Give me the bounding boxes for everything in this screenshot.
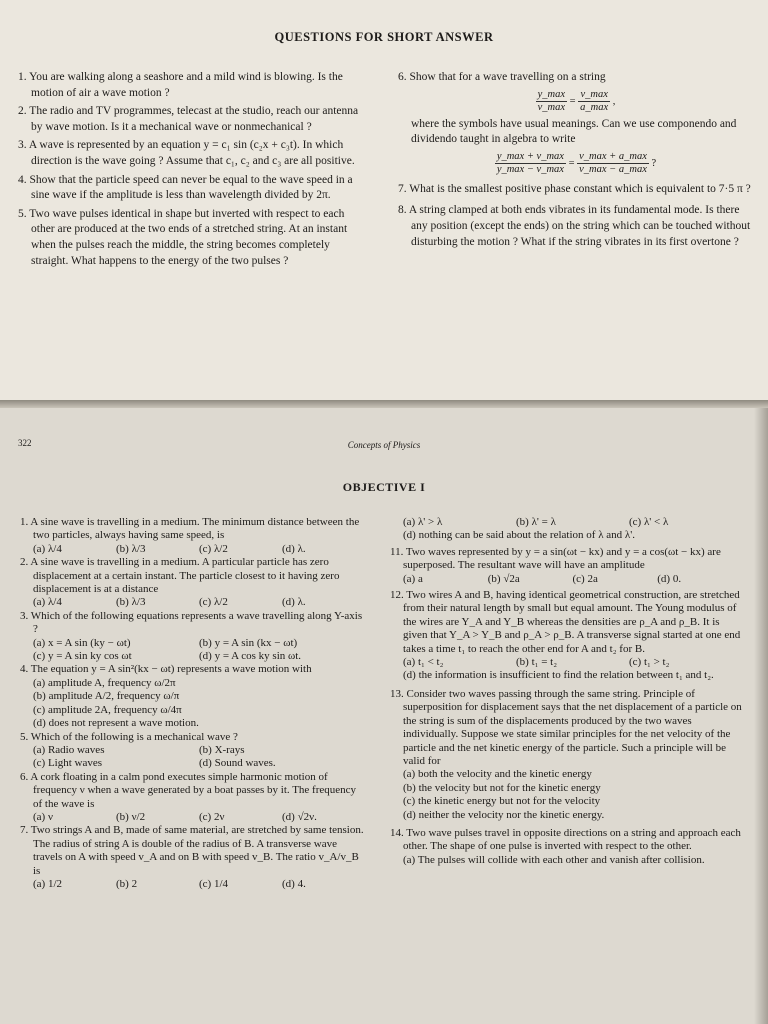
left-column [18,70,368,272]
objective-q2: 2. A sine wave is travelling in a medium. A particular particle has zero displacement at a certain instant. The particle closest to it having zero displacement is at a distance [20,556,340,596]
objective-q13-option-c: (c) the kinetic energy but not for the velocity [403,795,601,808]
top-page [0,0,768,400]
objective-q11-options: (a) a (b) √2a (c) 2a (d) 0. [403,572,682,585]
page-number: 322 [18,438,32,448]
question-6-middle: where the symbols have usual meanings. Can we use componendo and dividendo taught in algebra to write [411,117,737,146]
objective-q3: 3. Which of the following equations represents a wave travelling along Y-axis ? [20,609,363,636]
objective-q5: 5. Which of the following is a mechanical wave ? [20,730,238,743]
objective-left-column [20,516,365,891]
objective-q4-option-a: (a) amplitude A, frequency ω/2π [33,676,176,689]
question-8: 8. A string clamped at both ends vibrates in its fundamental mode. Is there any position (except the ends) on the string which can be touched without disturbing the motion ? What if the string vibrates in its first overtone ? [398,204,751,248]
right-column [398,70,753,253]
objective-q6-options: (a) ν (b) ν/2 (c) 2ν (d) √2ν. [33,810,317,823]
objective-q3-options-ab: (a) x = A sin (ky − ωt) (b) y = A sin (kx − ωt) [33,636,298,649]
objective-q5-options-cd: (c) Light waves (d) Sound waves. [33,757,276,770]
question-3: 3. A wave is represented by an equation y = c₁ sin (c₂x + c₃t). In which direction is the wave going ? Assume that c₁, c₂ and c₃ are all positive. [18,139,355,167]
objective-q4-option-b: (b) amplitude A/2, frequency ω/π [33,690,180,703]
objective-q10-options: (a) λ' > λ (b) λ' = λ (c) λ' < λ [403,516,669,528]
objective-q13-option-d: (d) neither the velocity nor the kinetic energy. [403,808,605,821]
objective-q4: 4. The equation y = A sin²(kx − ωt) represents a wave motion with [20,663,312,676]
objective-q4-option-c: (c) amplitude 2A, frequency ω/4π [33,703,182,716]
page-curl-shadow [754,408,768,1024]
objective-q12-options: (a) t₁ < t₂ (b) t₁ = t₂ (c) t₁ > t₂ [403,656,670,669]
question-5: 5. Two wave pulses identical in shape but inverted with respect to each other are produced at the two ends of a stretched string. At an instant when the pulses reach the middle, the string becomes completely straight. What happens to the energy of the two pulses ? [18,207,348,267]
question-1: 1. You are walking along a seashore and a mild wind is blowing. Is the motion of air a wave motion ? [18,71,343,99]
equation-2: y_max + v_max y_max − v_max = v_max + a_max v_max − a_max ? [496,150,657,175]
page-gap [0,400,768,408]
objective-q3-options-cd: (c) y = A sin ky cos ωt (d) y = A cos ky sin ωt. [33,650,302,663]
objective-q10-option-d: (d) nothing can be said about the relation of λ and λ'. [403,529,635,542]
bottom-page [0,408,768,1024]
objective-q14: 14. Two wave pulses travel in opposite directions on a string and approach each other. The shape of one pulse is inverted with respect to the other. [390,826,741,853]
objective-q4-option-d: (d) does not represent a wave motion. [33,717,199,730]
objective-q12-option-d: (d) the information is insufficient to find the relation between t₁ and t₂. [403,669,714,682]
running-head: Concepts of Physics [347,440,421,450]
equation-1: y_max v_max = v_max a_max , [537,88,616,113]
objective-q13: 13. Consider two waves passing through the same string. Principle of superposition for displacement says that the net displacement of a particle on the string is sum of the displacements produced by the two waves individually. Suppose we state similar principles for the net velocity of the particle and the net kinetic energy of the particle. Such a principle will be valid for [390,687,742,767]
question-2: 2. The radio and TV programmes, telecast at the studio, reach our antenna by wave motion. Is it a mechanical wave or nonmechanical ? [18,105,359,133]
section-heading: QUESTIONS FOR SHORT ANSWER [274,30,494,44]
objective-q14-option-a: (a) The pulses will collide with each other and vanish after collision. [403,853,705,866]
objective-q11: 11. Two waves represented by y = a sin(ωt − kx) and y = a cos(ωt − kx) are superposed. The resultant wave will have an amplitude [390,545,721,572]
objective-q7: 7. Two strings A and B, made of same material, are stretched by same tension. The radius of string A is double of the radius of B. A transverse wave travels on A with speed v_A and on B with speed v_B. The ratio v_A/v_B is [20,824,364,877]
objective-q13-option-b: (b) the velocity but not for the kinetic energy [403,781,601,794]
objective-q13-option-a: (a) both the velocity and the kinetic energy [403,768,592,781]
objective-q1-options: (a) λ/4 (b) λ/3 (c) λ/2 (d) λ. [33,542,306,555]
objective-right-column [390,516,742,867]
question-7: 7. What is the smallest positive phase constant which is equivalent to 7·5 π ? [398,182,751,195]
objective-q1: 1. A sine wave is travelling in a medium. The minimum distance between the two particles, always having same speed, is [20,516,360,542]
objective-q7-options: (a) 1/2 (b) 2 (c) 1/4 (d) 4. [33,877,306,890]
objective-q2-options: (a) λ/4 (b) λ/3 (c) λ/2 (d) λ. [33,596,306,609]
objective-q6: 6. A cork floating in a calm pond executes simple harmonic motion of frequency ν when a wave generated by a boat passes by it. The frequency of the wave is [20,770,357,810]
question-6: 6. Show that for a wave travelling on a string [398,71,606,83]
objective-q12: 12. Two wires A and B, having identical geometrical construction, are stretched from their natural length by small but equal amount. The Young modulus of the wires are Y_A and Y_B whereas the densities are ρ_A and ρ_B. It is given that Y_A > Y_B and ρ_A > ρ_B. A transverse signal started at one end takes a time t₁ to reach the other end for A and t₂ for B. [390,589,741,655]
objective-heading: OBJECTIVE I [342,480,426,494]
objective-q5-options-ab: (a) Radio waves (b) X-rays [33,743,245,756]
question-4: 4. Show that the particle speed can never be equal to the wave speed in a sine wave if the amplitude is less than wavelength divided by 2π. [18,173,353,202]
